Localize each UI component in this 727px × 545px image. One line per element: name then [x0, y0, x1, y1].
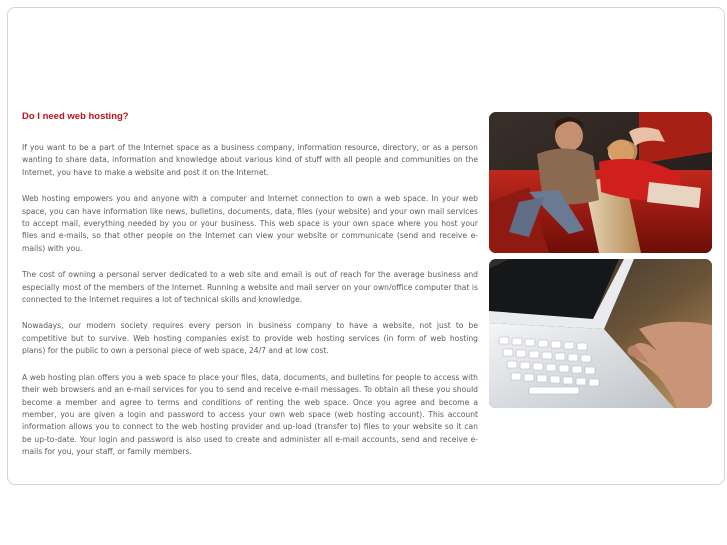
article-paragraph-3: The cost of owning a personal server dedicated to a web site and email is out of reach for the average business and especially most of the members of the Internet. Running a website and mail server on your own/office computer that is connected to the Internet requires a lot of technical skills and knowledge. — [22, 270, 478, 305]
people-on-sofa-photo — [489, 112, 712, 253]
article-paragraph-1: If you want to be a part of the Internet space as a business company, information resource, directory, or as a person wanting to share data, information and knowledge about various kind of stuff with all people and communities on the Internet, you have to make a website and post it on the Internet. — [22, 143, 478, 177]
article-heading: Do I need web hosting? — [22, 111, 129, 122]
article-paragraph-2: Web hosting empowers you and anyone with a computer and Internet connection to own a web space. In your web space, you can have information like news, bulletins, documents, data, files (your website) and your own mail services to accept mail, everything needed by you or your business. This web space is your own space where you host your files and e-mails, so that other people on the Internet can view your website or communicate (send and receive e-mails) with you. — [22, 194, 478, 253]
article — [22, 111, 478, 473]
article-paragraph-4: Nowadays, our modern society requires every person in business company to have a website, not just to be competitive but to survive. Web hosting companies exist to provide web hosting services (in form of web hosting plans) for the public to own a personal piece of web space, 24/7 and at low cost. — [22, 321, 478, 356]
article-paragraph-5: A web hosting plan offers you a web space to place your files, data, documents, and bulletins for people to access with their web browsers and an e-mail services for you to send and receive e-mail messages. To obtain all these you should become a member and agree to terms and conditions of renting the web space. Once you agree and become a member, you are given a login and password to access your own web space (web hosting account). This account information allows you to connect to the web hosting provider and up-load (transfer to) files to your website so it can be up-to-date. Your login and password is also used to create and administer all e-mail accounts, send and receive e-mails for you, your staff, or family members. — [22, 372, 478, 457]
laptop-keyboard-photo — [489, 259, 712, 408]
page-frame — [7, 7, 725, 485]
